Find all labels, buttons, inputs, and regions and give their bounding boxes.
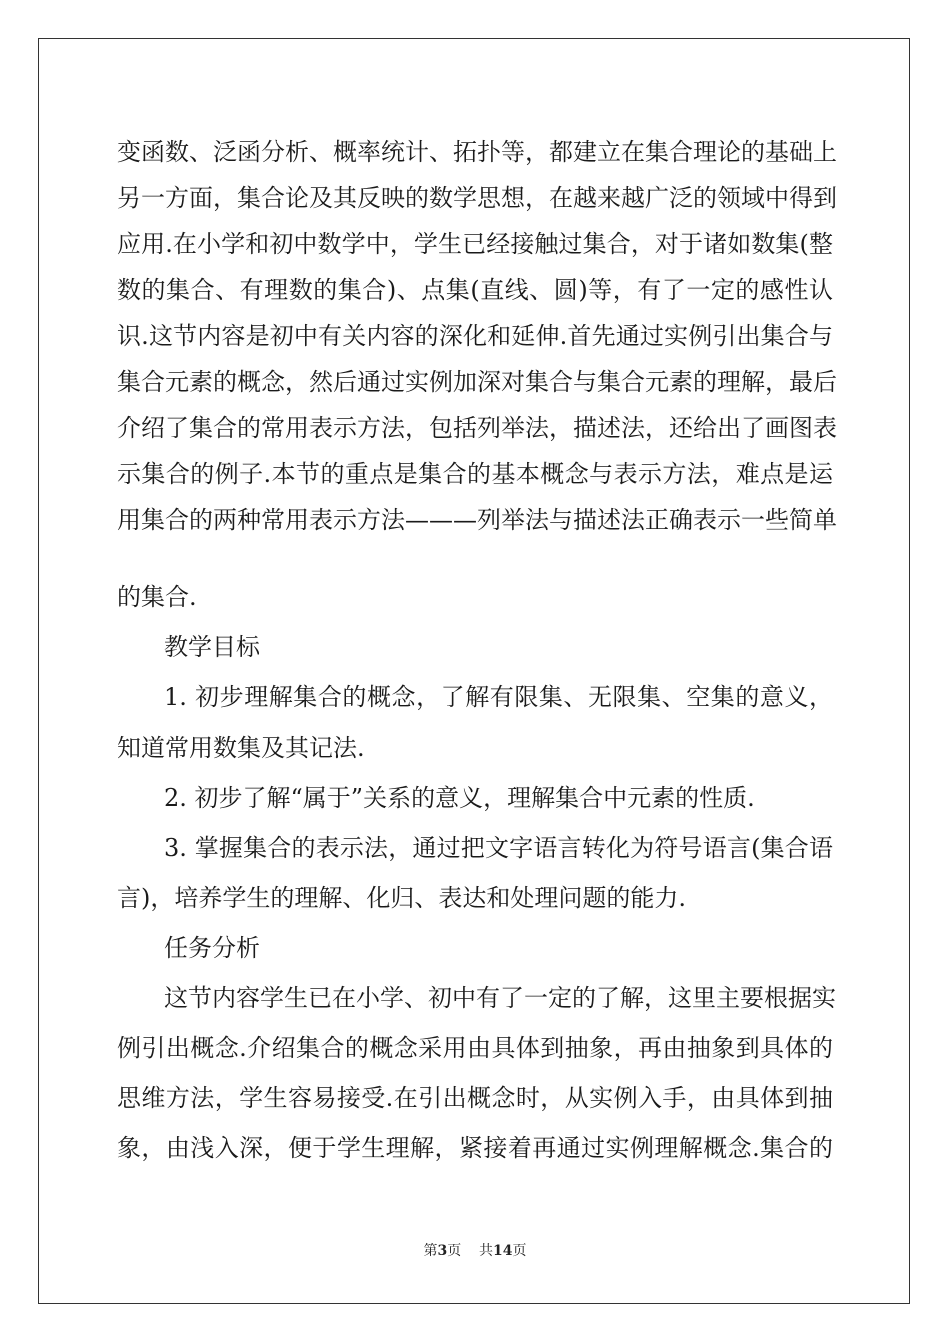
text-line: 示集合的例子.本节的重点是集合的基本概念与表示方法，难点是运	[117, 460, 833, 488]
page-border	[38, 38, 910, 1304]
text-line: 象，由浅入深，便于学生理解，紧接着再通过实例理解概念.集合的	[117, 1134, 833, 1162]
text-line: 言)，培养学生的理解、化归、表达和处理问题的能力.	[117, 884, 686, 912]
footer-page-number: 3	[437, 1243, 448, 1259]
text-line: 数的集合、有理数的集合)、点集(直线、圆)等，有了一定的感性认	[117, 276, 833, 304]
text-line: 1. 初步理解集合的概念，了解有限集、无限集、空集的意义，	[164, 683, 833, 711]
text-line: 应用.在小学和初中数学中，学生已经接触过集合，对于诸如数集(整	[117, 230, 833, 258]
text-line: 介绍了集合的常用表示方法，包括列举法，描述法，还给出了画图表	[117, 414, 837, 442]
text-line: 的集合.	[117, 583, 197, 611]
text-line: 这节内容学生已在小学、初中有了一定的了解，这里主要根据实	[164, 984, 836, 1012]
text-line: 思维方法，学生容易接受.在引出概念时，从实例入手，由具体到抽	[117, 1084, 833, 1112]
section-heading-objectives: 教学目标	[164, 633, 260, 661]
footer-page-prefix: 第	[423, 1243, 438, 1259]
text-line: 变函数、泛函分析、概率统计、拓扑等，都建立在集合理论的基础上	[117, 138, 837, 166]
text-line: 识.这节内容是初中有关内容的深化和延伸.首先通过实例引出集合与	[117, 322, 833, 350]
footer-total-prefix: 共	[479, 1243, 494, 1259]
footer-page-suffix: 页	[447, 1243, 462, 1259]
section-heading-analysis: 任务分析	[164, 934, 260, 962]
footer-total-pages: 14	[493, 1243, 513, 1259]
text-line: 知道常用数集及其记法.	[117, 734, 365, 762]
text-line: 集合元素的概念，然后通过实例加深对集合与集合元素的理解，最后	[117, 368, 837, 396]
text-line: 另一方面，集合论及其反映的数学思想，在越来越广泛的领域中得到	[117, 184, 837, 212]
footer-total-suffix: 页	[512, 1243, 527, 1259]
text-line: 例引出概念.介绍集合的概念采用由具体到抽象，再由抽象到具体的	[117, 1034, 833, 1062]
text-line: 2. 初步了解“属于”关系的意义，理解集合中元素的性质.	[164, 784, 755, 812]
page-footer	[0, 1240, 950, 1260]
text-line: 用集合的两种常用表示方法———列举法与描述法正确表示一些简单	[117, 506, 837, 534]
text-line: 3. 掌握集合的表示法，通过把文字语言转化为符号语言(集合语	[164, 834, 833, 862]
